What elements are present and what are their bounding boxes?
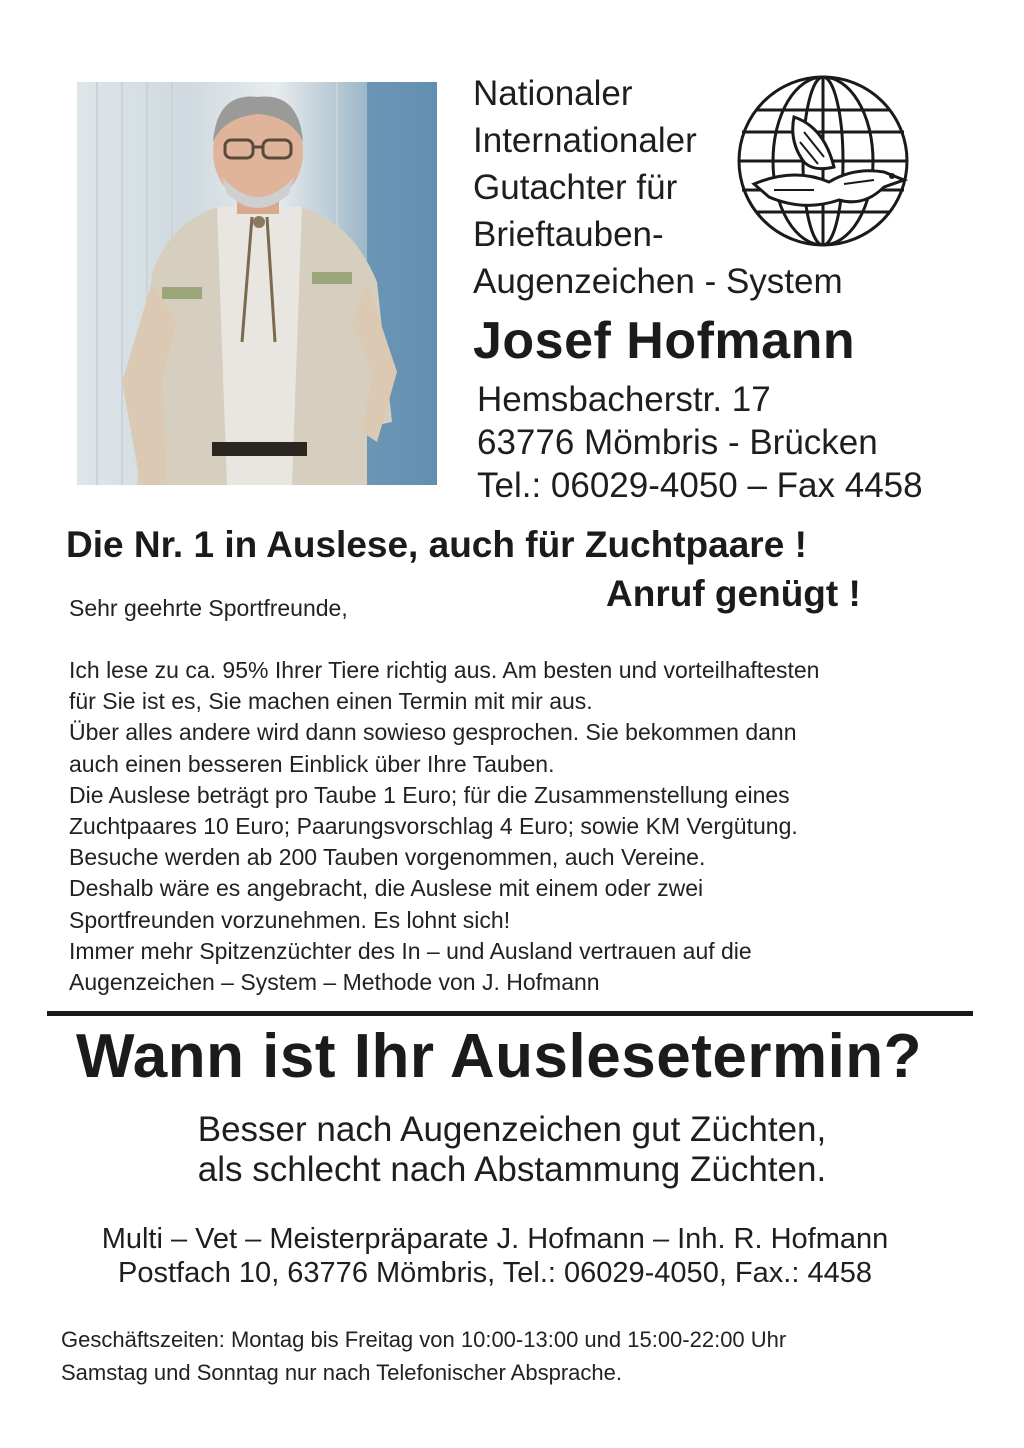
headline: Wann ist Ihr Auslesetermin?: [76, 1022, 923, 1091]
slogan-secondary: Anruf genügt !: [606, 573, 861, 614]
motto-line: Besser nach Augenzeichen gut Züchten,: [197, 1110, 827, 1149]
letter-line: Sportfreunden vorzunehmen. Es lohnt sich!: [69, 906, 511, 933]
contact-name: Josef Hofmann: [473, 312, 856, 370]
letter-line: Die Auslese beträgt pro Taube 1 Euro; für die Zusammenstellung eines: [69, 781, 790, 808]
company-info: [0, 1222, 990, 1290]
motto-line: als schlecht nach Abstammung Züchten.: [197, 1150, 827, 1189]
letter-line: Immer mehr Spitzenzüchter des In – und Ausland vertrauen auf die: [69, 937, 752, 964]
street-address: Hemsbacherstr. 17: [477, 380, 771, 419]
letter-line: für Sie ist es, Sie machen einen Termin mit mir aus.: [69, 688, 593, 715]
hours-line: Samstag und Sonntag nur nach Telefonischer Absprache.: [61, 1360, 622, 1385]
letter-line: Zuchtpaares 10 Euro; Paarungsvorschlag 4 Euro; sowie KM Vergütung.: [69, 813, 798, 840]
slogan-primary: Die Nr. 1 in Auslese, auch für Zuchtpaare !: [66, 524, 807, 565]
company-line: Postfach 10, 63776 Mömbris, Tel.: 06029-4050, Fax.: 4458: [118, 1257, 872, 1289]
business-hours: [61, 1323, 786, 1389]
letter-line: Ich lese zu ca. 95% Ihrer Tiere richtig aus. Am besten und vorteilhaftesten: [69, 657, 820, 683]
header-title-line: Gutachter für: [473, 168, 678, 207]
company-line: Multi – Vet – Meisterpräparate J. Hofmann – Inh. R. Hofmann: [101, 1223, 889, 1255]
phone-fax: Tel.: 06029-4050 – Fax 4458: [477, 466, 923, 505]
hours-line: Geschäftszeiten: Montag bis Freitag von 10:00-13:00 und 15:00-22:00 Uhr: [61, 1327, 787, 1352]
header-title-line: Augenzeichen - System: [473, 262, 843, 301]
letter-body: [69, 655, 819, 998]
header-title-line: Nationaler: [473, 74, 633, 113]
motto: [0, 1110, 1024, 1190]
header-title-line: Brieftauben-: [473, 215, 664, 254]
contact-address: [477, 378, 923, 507]
header-title-line: Internationaler: [473, 121, 697, 160]
letter-line: Über alles andere wird dann sowieso gesprochen. Sie bekommen dann: [69, 719, 797, 746]
portrait-photo: [77, 82, 437, 485]
city-address: 63776 Mömbris - Brücken: [477, 423, 878, 462]
divider: [47, 1011, 973, 1016]
letter-line: Besuche werden ab 200 Tauben vorgenommen, auch Vereine.: [69, 844, 706, 871]
letter-line: Augenzeichen – System – Methode von J. Hofmann: [69, 969, 600, 996]
salutation: Sehr geehrte Sportfreunde,: [69, 595, 348, 621]
letter-line: auch einen besseren Einblick über Ihre Tauben.: [69, 750, 555, 777]
portrait-illustration: [77, 82, 437, 485]
globe-dove-icon: [734, 72, 912, 250]
letter-line: Deshalb wäre es angebracht, die Auslese mit einem oder zwei: [69, 875, 704, 902]
